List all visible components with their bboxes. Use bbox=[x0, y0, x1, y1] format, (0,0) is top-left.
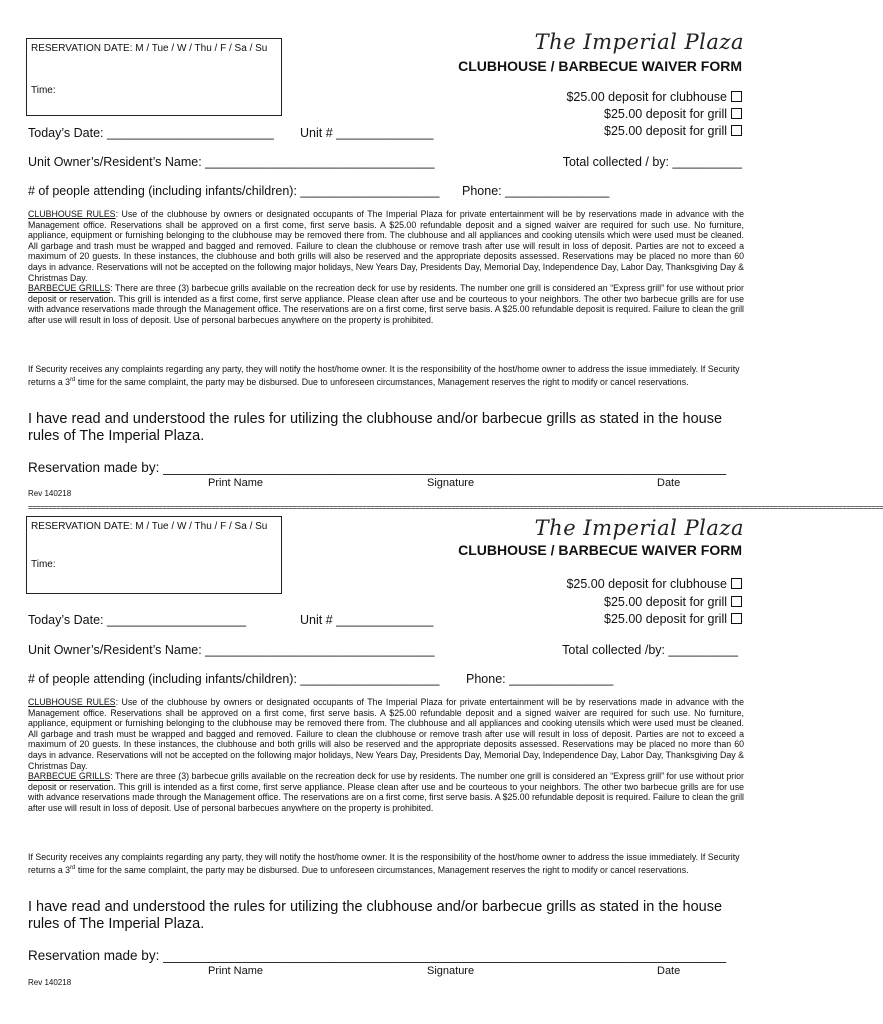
deposit-clubhouse-checkbox[interactable] bbox=[731, 91, 742, 102]
deposit-grill-checkbox[interactable] bbox=[731, 596, 742, 607]
deposit-grill-label: $25.00 deposit for grill bbox=[604, 124, 727, 138]
todays-date-field[interactable]: Today’s Date: ____________________ bbox=[28, 613, 247, 627]
time-label: Time: bbox=[31, 559, 56, 570]
barbecue-grills-body: : There are three (3) barbecue grills available on the recreation deck for use by residents. The number one grill is considered an “Express grill” for use without prior deposit or reservation. This grill is intended as a first come, first serve appliance. Please clean after use and be courteous to your neighbors. The other two barbecue grills are for use with advance reservations made through the Management office. The reservations are on a first come, first serve basis. A $25.00 refundable deposit is required. Failure to clean the grill after use will result in loss of deposit. Use of personal barbecues anywhere on the property is prohibited. bbox=[28, 283, 744, 325]
rules-text bbox=[28, 209, 744, 326]
deposit-clubhouse-label: $25.00 deposit for clubhouse bbox=[566, 90, 727, 104]
deposit-grill-label: $25.00 deposit for grill bbox=[604, 595, 727, 609]
deposit-grill-checkbox[interactable] bbox=[731, 108, 742, 119]
date-label: Date bbox=[657, 965, 681, 977]
reservation-date-label: RESERVATION DATE: M / Tue / W / Thu / F / Sa / Su bbox=[31, 521, 268, 532]
total-collected-field[interactable]: Total collected /by: __________ bbox=[562, 643, 738, 657]
clubhouse-rules-heading: CLUBHOUSE RULES bbox=[28, 697, 116, 707]
deposit-grill-row-1 bbox=[604, 107, 742, 121]
reservation-by-field[interactable]: Reservation made by: ___________________________________________________________________________ bbox=[28, 460, 727, 475]
rules-text bbox=[28, 697, 744, 814]
barbecue-grills-body: : There are three (3) barbecue grills available on the recreation deck for use by residents. The number one grill is considered an “Express grill” for use without prior deposit or reservation. This grill is intended as a first come, first serve appliance. Please clean after use and be courteous to your neighbors. The other two barbecue grills are for use with advance reservations made through the Management office. The reservations are on a first come, first serve basis. A $25.00 refundable deposit is required. Failure to clean the grill after use will result in loss of deposit. Use of personal barbecues anywhere on the property is prohibited. bbox=[28, 771, 744, 813]
date-label: Date bbox=[657, 477, 681, 489]
acknowledgement: I have read and understood the rules for utilizing the clubhouse and/or barbecue grills as stated in the house rules of The Imperial Plaza. bbox=[28, 411, 723, 444]
reservation-by-field[interactable]: Reservation made by: ___________________________________________________________________________ bbox=[28, 948, 727, 963]
reservation-box[interactable] bbox=[26, 516, 282, 594]
deposit-clubhouse-checkbox[interactable] bbox=[731, 578, 742, 589]
reservation-box[interactable] bbox=[26, 38, 282, 116]
deposit-grill-row-2 bbox=[604, 612, 742, 626]
clubhouse-rules-heading: CLUBHOUSE RULES bbox=[28, 209, 116, 219]
cut-line-separator: ================================================================================================================================================================================================================== bbox=[28, 503, 883, 512]
phone-field[interactable]: Phone: _______________ bbox=[466, 672, 614, 686]
security-notice bbox=[28, 364, 744, 387]
unit-field[interactable]: Unit # ______________ bbox=[300, 613, 434, 627]
security-text-b: time for the same complaint, the party may be disbursed. Due to unforeseen circumstances, Management reserves the right to modify or cancel reservations. bbox=[75, 376, 689, 387]
revision-label: Rev 140218 bbox=[28, 978, 72, 987]
security-text-b: time for the same complaint, the party may be disbursed. Due to unforeseen circumstances, Management reserves the right to modify or cancel reservations. bbox=[75, 864, 689, 875]
people-attending-field[interactable]: # of people attending (including infants/children): ____________________ bbox=[28, 184, 440, 198]
deposit-clubhouse-row bbox=[566, 577, 742, 591]
deposit-grill-label: $25.00 deposit for grill bbox=[604, 612, 727, 626]
revision-label: Rev 140218 bbox=[28, 489, 72, 498]
form-title: CLUBHOUSE / BARBECUE WAIVER FORM bbox=[458, 542, 742, 558]
clubhouse-rules-body: : Use of the clubhouse by owners or designated occupants of The Imperial Plaza for private entertainment will be by reservations made in advance with the Management office. Reservations shall be approved on a first come, first serve basis. A $25.00 refundable deposit and a signed waiver are required for such use. No furniture, appliance, equipment or furnishing belonging to the clubhouse may be removed there from. The clubhouse and all appliances and cooking utensils which were used must be cleaned. All garbage and trash must be wrapped and bagged and removed. Failure to clean the clubhouse or remove trash after use will result in loss of deposit. Parties are not to exceed a maximum of 20 guests. In these instances, the clubhouse and both grills will also be reserved and the appropriate deposits assessed. Reservations may be placed no more than 60 days in advance. Reservations will not be accepted on the following major holidays, New Years Day, Presidents Day, Memorial Day, Independence Day, Labor Day, Thanksgiving Day & Christmas Day. bbox=[28, 697, 744, 771]
deposit-grill-row-1 bbox=[604, 595, 742, 609]
signature-label: Signature bbox=[427, 477, 475, 489]
acknowledgement: I have read and understood the rules for utilizing the clubhouse and/or barbecue grills as stated in the house rules of The Imperial Plaza. bbox=[28, 899, 723, 932]
people-attending-field[interactable]: # of people attending (including infants/children): ____________________ bbox=[28, 672, 440, 686]
security-text-a: If Security receives any complaints regarding any party, they will notify the host/home owner. It is the responsibility of the host/home owner to address the issue immediately. If Security returns a 3 bbox=[28, 852, 740, 875]
deposit-grill-checkbox[interactable] bbox=[731, 613, 742, 624]
total-collected-field[interactable]: Total collected / by: __________ bbox=[562, 155, 742, 169]
form-title: CLUBHOUSE / BARBECUE WAIVER FORM bbox=[458, 58, 742, 74]
owner-name-field[interactable]: Unit Owner’s/Resident’s Name: _________________________________ bbox=[28, 155, 435, 169]
phone-field[interactable]: Phone: _______________ bbox=[462, 184, 610, 198]
security-sup: rd bbox=[70, 376, 76, 383]
barbecue-grills-heading: BARBECUE GRILLS bbox=[28, 283, 111, 294]
print-name-label: Print Name bbox=[208, 477, 264, 489]
deposit-grill-checkbox[interactable] bbox=[731, 125, 742, 136]
time-label: Time: bbox=[31, 85, 56, 96]
unit-field[interactable]: Unit # ______________ bbox=[300, 126, 434, 140]
deposit-clubhouse-label: $25.00 deposit for clubhouse bbox=[566, 577, 727, 591]
security-notice bbox=[28, 852, 744, 875]
barbecue-grills-heading: BARBECUE GRILLS bbox=[28, 771, 111, 782]
deposit-grill-row-2 bbox=[604, 124, 742, 138]
imperial-plaza-logo: The Imperial Plaza bbox=[534, 30, 744, 54]
deposit-grill-label: $25.00 deposit for grill bbox=[604, 107, 727, 121]
reservation-date-label: RESERVATION DATE: M / Tue / W / Thu / F / Sa / Su bbox=[31, 43, 268, 54]
signature-label: Signature bbox=[427, 965, 475, 977]
deposit-clubhouse-row bbox=[566, 90, 742, 104]
imperial-plaza-logo: The Imperial Plaza bbox=[534, 516, 744, 540]
print-name-label: Print Name bbox=[208, 965, 264, 977]
todays-date-field[interactable]: Today’s Date: ________________________ bbox=[28, 126, 274, 140]
clubhouse-rules-body: : Use of the clubhouse by owners or designated occupants of The Imperial Plaza for private entertainment will be by reservations made in advance with the Management office. Reservations shall be approved on a first come, first serve basis. A $25.00 refundable deposit and a signed waiver are required for such use. No furniture, appliance, equipment or furnishing belonging to the clubhouse may be removed there from. The clubhouse and all appliances and cooking utensils which were used must be cleaned. All garbage and trash must be wrapped and bagged and removed. Failure to clean the clubhouse or remove trash after use will result in loss of deposit. Parties are not to exceed a maximum of 20 guests. In these instances, the clubhouse and both grills will also be reserved and the appropriate deposits assessed. Reservations may be placed no more than 60 days in advance. Reservations will not be accepted on the following major holidays, New Years Day, Presidents Day, Memorial Day, Independence Day, Labor Day, Thanksgiving Day & Christmas Day. bbox=[28, 209, 744, 283]
owner-name-field[interactable]: Unit Owner’s/Resident’s Name: _________________________________ bbox=[28, 643, 435, 657]
security-sup: rd bbox=[70, 864, 76, 871]
security-text-a: If Security receives any complaints regarding any party, they will notify the host/home owner. It is the responsibility of the host/home owner to address the issue immediately. If Security returns a 3 bbox=[28, 364, 740, 387]
